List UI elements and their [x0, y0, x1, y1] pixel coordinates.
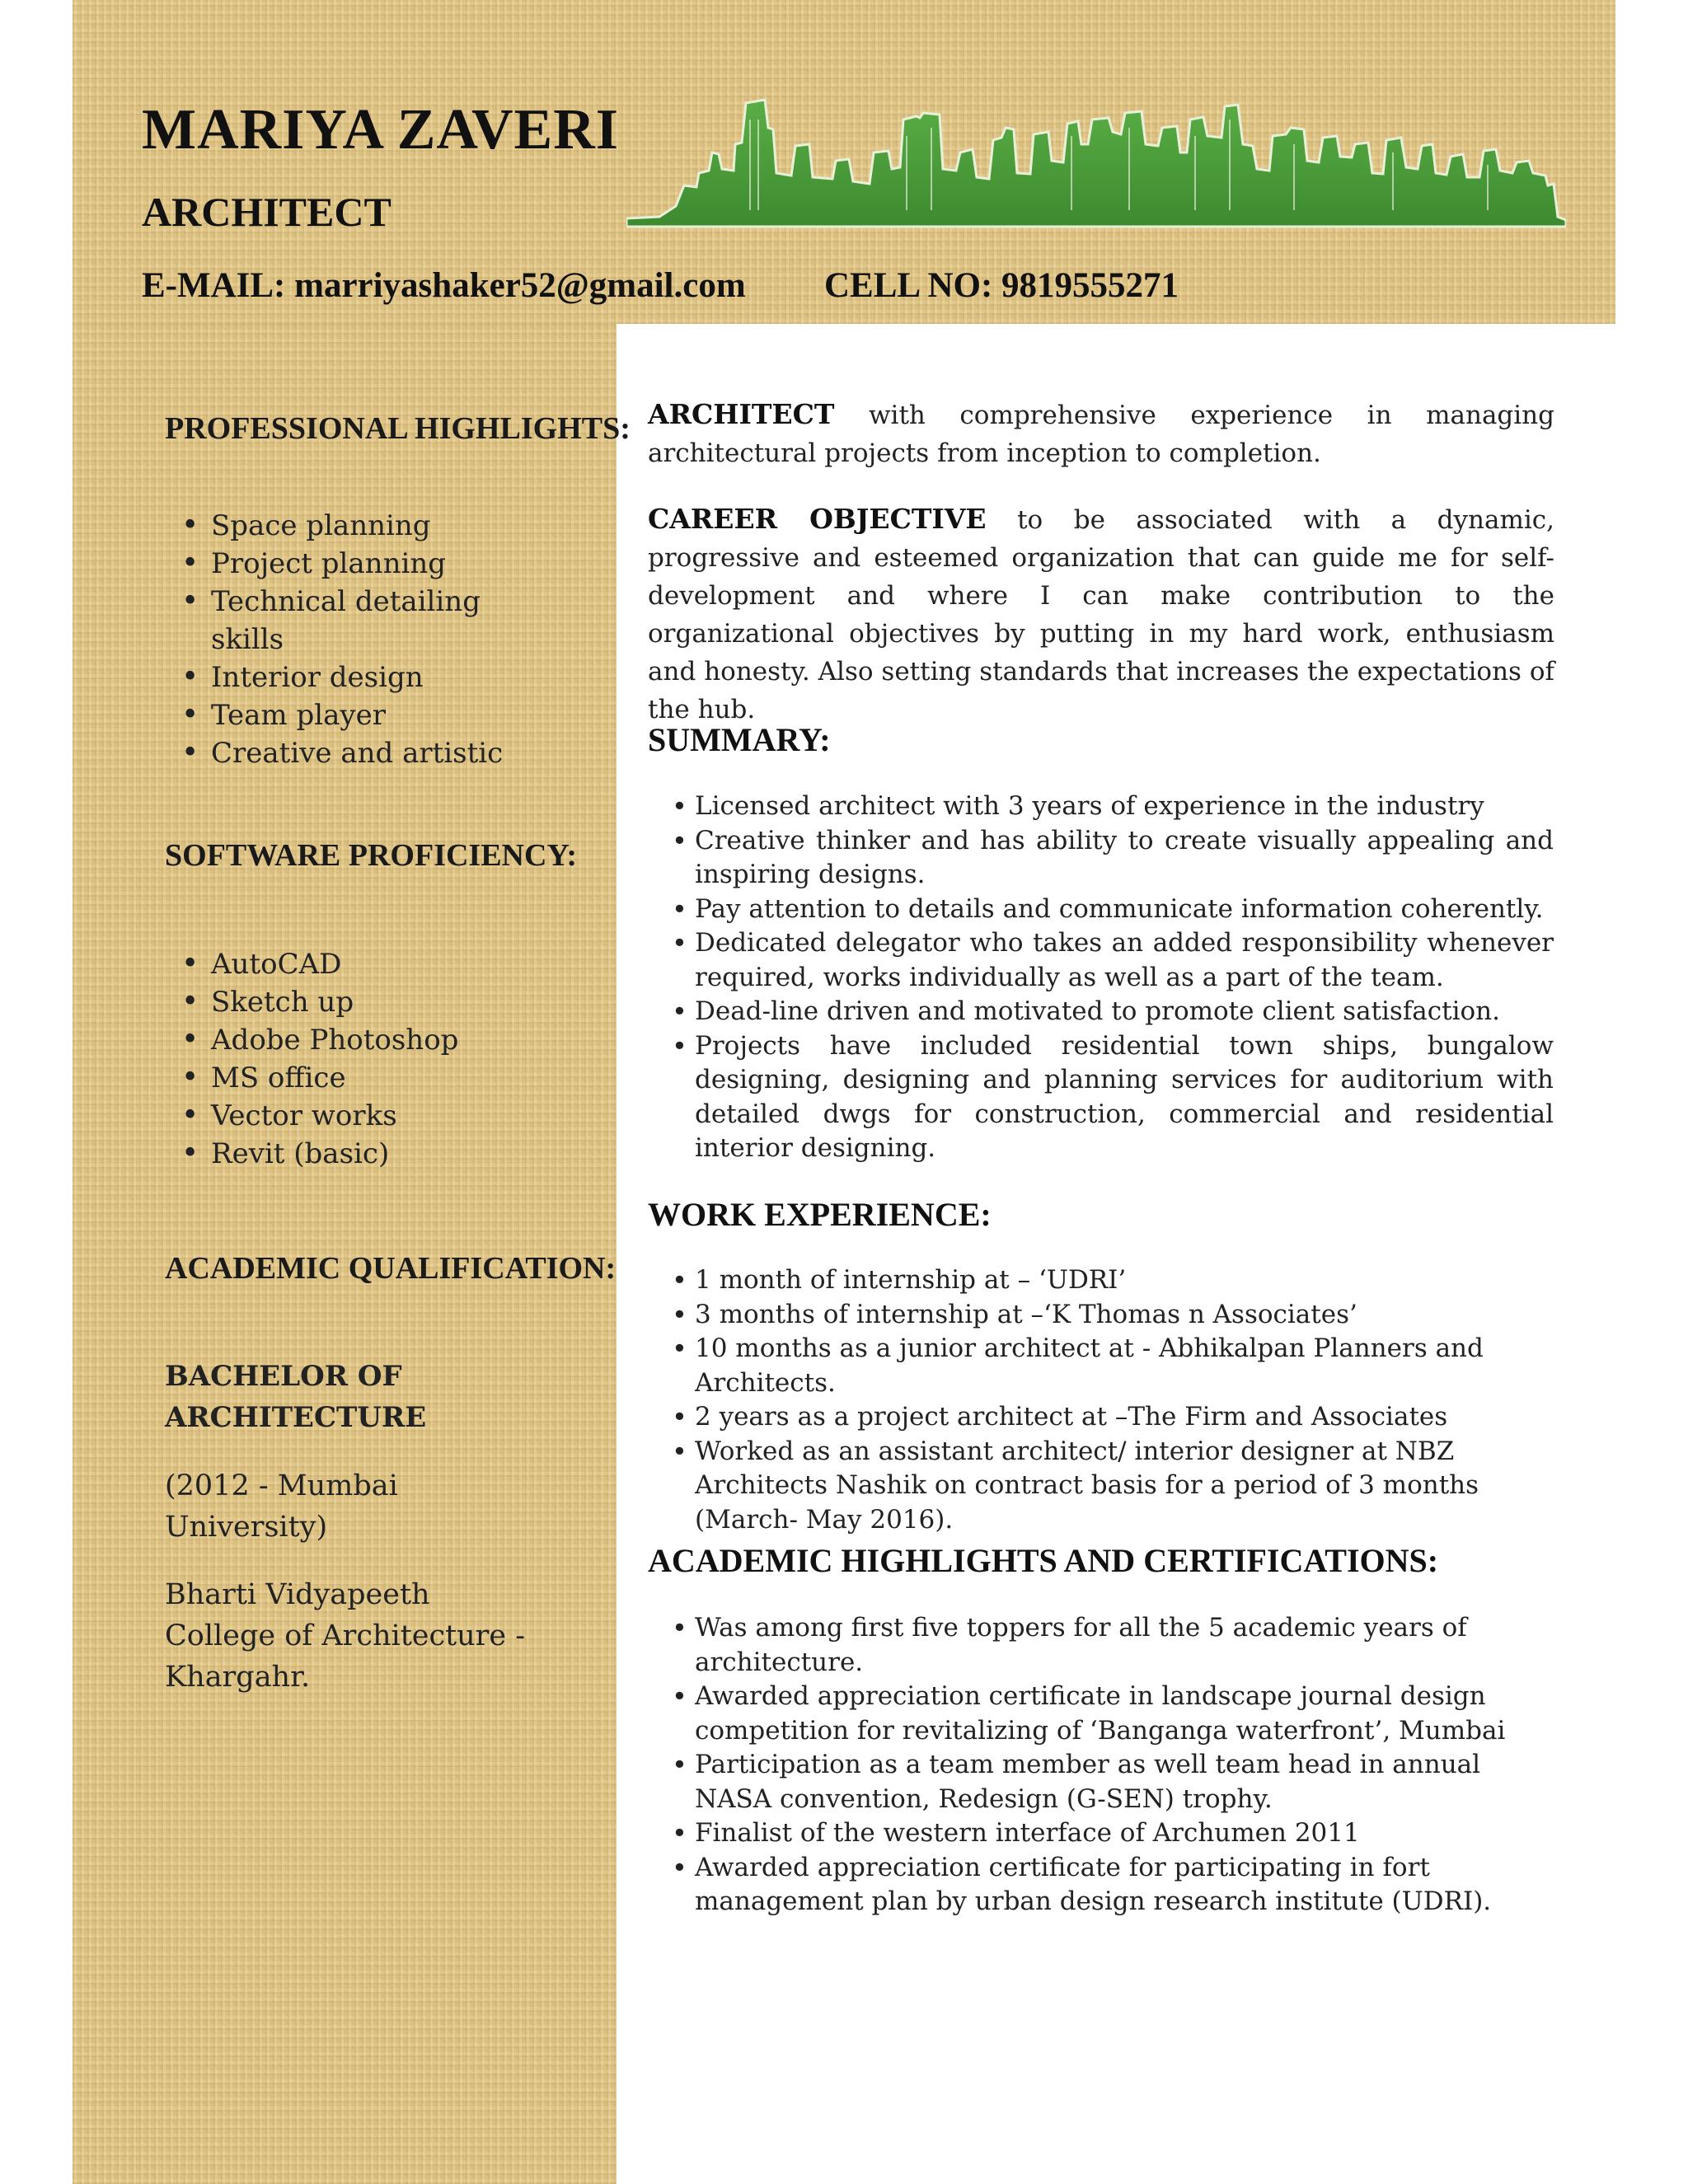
intro-paragraph	[648, 396, 1554, 472]
list-item: • Was among first five toppers for all the 5 academic years of architecture.	[672, 1611, 1554, 1680]
professional-highlights-list	[181, 507, 504, 772]
academic-highlights-heading: ACADEMIC HIGHLIGHTS AND CERTIFICATIONS:	[648, 1542, 1439, 1579]
career-objective-paragraph	[648, 500, 1554, 729]
list-item: • Dedicated delegator who takes an added responsibility whenever required, works individually as well as a part of the team.	[672, 926, 1554, 995]
professional-highlights-heading: PROFESSIONAL HIGHLIGHTS:	[165, 411, 631, 446]
list-item: • 1 month of internship at – ‘UDRI’	[672, 1263, 1554, 1298]
list-item: • Awarded appreciation certificate in landscape journal design competition for revitalizing of ‘Banganga waterfront’, Mumbai	[672, 1680, 1554, 1748]
cell-line[interactable]: CELL NO: 9819555271	[824, 266, 1179, 305]
list-item: • AutoCAD	[181, 945, 528, 983]
summary-heading: SUMMARY:	[648, 721, 831, 758]
software-list	[181, 945, 528, 1173]
summary-list	[672, 790, 1554, 1166]
academic-qualification-heading: ACADEMIC QUALIFICATION:	[165, 1251, 617, 1286]
list-item: • Participation as a team member as well team head in annual NASA convention, Redesign (G-SEN) trophy.	[672, 1748, 1554, 1816]
college-name: Bharti Vidyapeeth College of Architecture - Khargahr.	[165, 1578, 526, 1694]
software-proficiency-heading: SOFTWARE PROFICIENCY:	[165, 838, 578, 873]
list-item: • Licensed architect with 3 years of experience in the industry	[672, 790, 1554, 824]
list-item: • Creative and artistic	[181, 734, 504, 772]
list-item: • 10 months as a junior architect at - Abhikalpan Planners and Architects.	[672, 1332, 1554, 1400]
list-item: • 3 months of internship at –‘K Thomas n Associates’	[672, 1298, 1554, 1333]
candidate-name: MARIYA ZAVERI	[142, 98, 619, 162]
list-item: • Worked as an assistant architect/ interior designer at NBZ Architects Nashik on contract basis for a period of 3 months (March- May 2016).	[672, 1435, 1554, 1538]
work-experience-heading: WORK EXPERIENCE:	[648, 1196, 992, 1233]
list-item: • Projects have included residential town ships, bungalow designing, designing and planning services for auditorium with detailed dwgs for construction, commercial and residential interior designing.	[672, 1029, 1554, 1166]
list-item: • Sketch up	[181, 983, 528, 1021]
academic-highlights-list	[672, 1611, 1554, 1919]
intro-lead: ARCHITECT	[648, 398, 835, 430]
list-item: • Revit (basic)	[181, 1135, 528, 1173]
list-item: • Dead-line driven and motivated to promote client satisfaction.	[672, 995, 1554, 1029]
list-item: • Technical detailing skills	[181, 583, 504, 658]
list-item: • MS office	[181, 1059, 528, 1097]
email-line[interactable]: E-MAIL: marriyashaker52@gmail.com	[142, 266, 746, 305]
list-item: • Creative thinker and has ability to create visually appealing and inspiring designs.	[672, 824, 1554, 893]
list-item: • Finalist of the western interface of Archumen 2011	[672, 1816, 1554, 1851]
list-item: • 2 years as a project architect at –The Firm and Associates	[672, 1400, 1554, 1435]
list-item: • Team player	[181, 696, 504, 734]
list-item: • Adobe Photoshop	[181, 1021, 528, 1059]
list-item: • Space planning	[181, 507, 504, 545]
list-item: • Pay attention to details and communicate information coherently.	[672, 893, 1554, 927]
job-title: ARCHITECT	[142, 189, 392, 235]
degree-title: BACHELOR OF ARCHITECTURE	[165, 1360, 427, 1434]
city-skyline-illustration	[626, 95, 1566, 235]
list-item: • Interior design	[181, 658, 504, 696]
list-item: • Vector works	[181, 1097, 528, 1135]
intro-text: with comprehensive experience in managing architectural projects from inception to completion.	[648, 401, 1554, 468]
list-item: • Awarded appreciation certificate for participating in fort management plan by urban design research institute (UDRI).	[672, 1851, 1554, 1919]
degree-year: (2012 - Mumbai University)	[165, 1469, 398, 1544]
objective-text: to be associated with a dynamic, progressive and esteemed organization that can guide me for self-development and where I can make contribution to the organizational objectives by putting in my hard work, enthusiasm and honesty. Also setting standards that increases the expectations of the hub.	[648, 505, 1554, 724]
list-item: • Project planning	[181, 545, 504, 583]
work-experience-list	[672, 1263, 1554, 1537]
objective-lead: CAREER OBJECTIVE	[648, 503, 987, 535]
